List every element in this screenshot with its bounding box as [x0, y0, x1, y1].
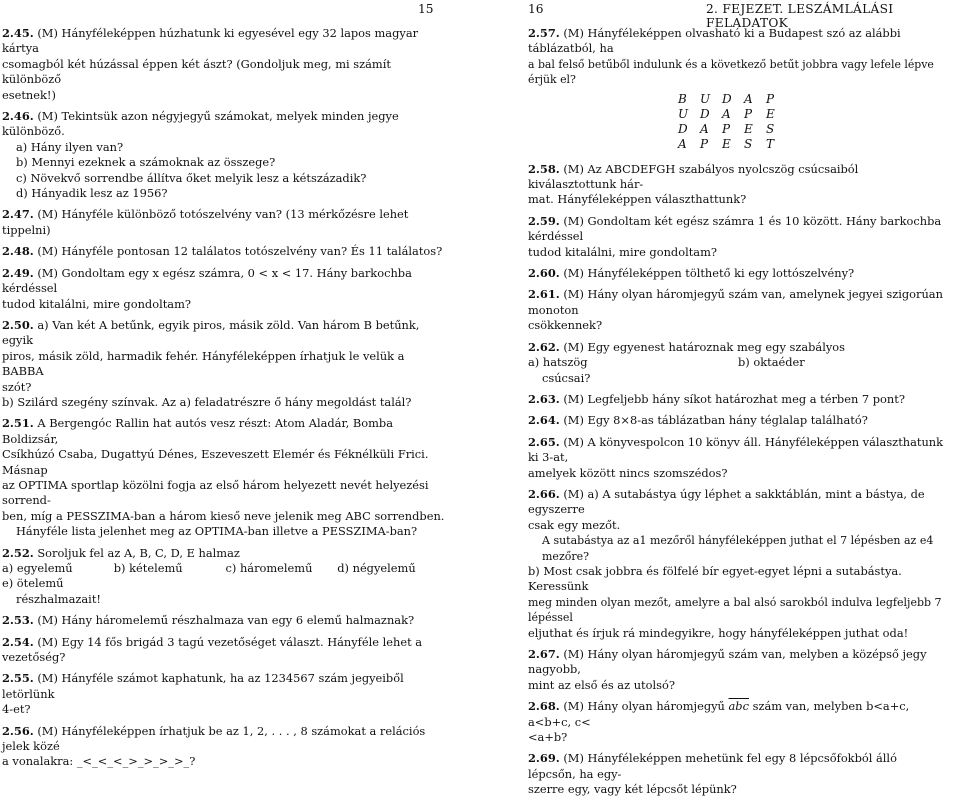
problem-text: csak egy mezőt. [528, 517, 621, 532]
problem-text: csökkennek? [528, 318, 603, 333]
problem-id: 2.61. [528, 287, 560, 302]
problem-2-53 [2, 613, 449, 628]
option: b) oktaéder [738, 355, 805, 370]
problem-text: (M) Hány háromelemű részhalmaza van egy 6 elemű halmaznak? [37, 613, 415, 628]
option: c) háromelemű [225, 561, 313, 575]
problem-2-56 [2, 724, 449, 770]
problem-text: (M) Egy 8×8-as táblázatban hány téglalap található? [563, 413, 868, 428]
grid-letter: A [678, 136, 687, 151]
problem-text: (M) Hányféleképpen olvasható ki a Budapest szó az alábbi táblázatból, ha [528, 26, 901, 56]
problem-id: 2.68. [528, 699, 560, 714]
problem-text: mint az első és az utolsó? [528, 677, 675, 692]
problem-2-61 [528, 287, 948, 333]
problem-text: Csíkhúzó Csaba, Dugattyú Dénes, Eszeveszett Elemér és Féknélküli Frici. Másnap [2, 447, 429, 477]
option-row [528, 355, 948, 370]
problem-id: 2.53. [2, 613, 34, 628]
option: b) kételemű [113, 561, 183, 575]
right-column [528, 26, 948, 798]
problem-text: A Bergengóc Rallin hat autós vesz részt: Atom Aladár, Bomba Boldizsár, [2, 416, 394, 446]
problem-text: a vonalakra: _<_<_<_>_>_>_>_? [2, 754, 196, 769]
problem-text: az OPTIMA sportlap közölni fogja az első három helyezett nevét helyezési sorrend- [2, 477, 429, 508]
grid-letter: S [744, 136, 753, 151]
grid-letter: D [678, 121, 688, 136]
problem-id: 2.59. [528, 213, 560, 228]
problem-text: (M) Hányféle pontosan 12 találatos totószelvény van? És 11 találatos? [37, 244, 443, 259]
problem-id: 2.69. [528, 751, 560, 766]
problem-text: esetnek!) [2, 87, 56, 102]
problem-id: 2.55. [2, 671, 34, 686]
chapter-title: 2. FEJEZET. LESZÁMLÁLÁSI FELADATOK [706, 2, 894, 30]
option: a) egyelemű [2, 561, 73, 575]
problem-text: Hányféle lista jelenhet meg az OPTIMA-ban illetve a PESSZIMA-ban? [16, 524, 418, 539]
problem-id: 2.57. [528, 26, 560, 40]
letter-grid [678, 92, 948, 152]
problem-id: 2.54. [2, 634, 34, 649]
option: e) ötelemű [2, 576, 64, 591]
problem-2-50 [2, 318, 449, 410]
page-number-left: 15 [418, 2, 434, 16]
problem-2-57 [528, 26, 948, 152]
problem-text: csomagból két húzással éppen két ászt? (Gondoljuk meg, mi számít különböző [2, 56, 391, 87]
problem-id: 2.47. [2, 207, 34, 222]
grid-letter: E [722, 136, 731, 151]
problem-text: (M) Hányféleképpen húzhatunk ki egyesével egy 32 lapos magyar kártya [2, 26, 419, 56]
right-page [479, 0, 959, 797]
problem-text: (M) Hányféle számot kaphatunk, ha az 1234567 szám jegyeiből letörlünk [2, 671, 404, 701]
problem-id: 2.45. [2, 26, 34, 40]
problem-2-58 [528, 162, 948, 208]
grid-letter: A [722, 106, 731, 121]
grid-letter: P [744, 106, 753, 121]
problem-2-55 [2, 671, 449, 717]
problem-text: (M) Tekintsük azon négyjegyű számokat, melyek minden jegye különböző. [2, 109, 399, 139]
problem-2-67 [528, 647, 948, 693]
problem-text: (M) Egy egyenest határoznak meg egy szabályos [563, 339, 846, 354]
problem-text: A sutabástya az a1 mezőről hányféleképpen juthat el 7 lépésben az e4 mezőre? [542, 534, 934, 563]
problem-text: 4-et? [2, 702, 31, 717]
problem-text: szerre egy, vagy két lépcsőt lépünk? [528, 782, 737, 797]
grid-letter: E [766, 106, 775, 121]
problem-text: (M) Legfeljebb hány síkot határozhat meg a térben 7 pont? [563, 391, 905, 406]
page-number-right: 16 [528, 2, 544, 16]
grid-letter: U [700, 91, 711, 106]
problem-id: 2.48. [2, 244, 34, 259]
problem-id: 2.52. [2, 545, 34, 560]
problem-text: amelyek között nincs szomszédos? [528, 465, 728, 480]
problem-part: c) Növekvő sorrendbe állítva őket melyik lesz a kétszázadik? [16, 170, 367, 185]
problem-text: a) Van két A betűnk, egyik piros, másik zöld. Van három B betűnk, egyik [2, 317, 420, 348]
problem-2-63 [528, 392, 948, 407]
problem-2-51 [2, 416, 449, 539]
grid-letter: S [766, 121, 775, 136]
problem-2-69 [528, 751, 948, 797]
option: d) négyelemű [337, 561, 416, 575]
problem-part: b) Mennyi ezeknek a számoknak az összege? [16, 155, 276, 170]
problem-text: részhalmazait! [16, 591, 101, 606]
problem-text: eljuthat és írjuk rá mindegyikre, hogy hányféleképpen juthat oda! [528, 625, 909, 640]
grid-letter: P [722, 121, 731, 136]
grid-letter: D [722, 91, 732, 106]
problem-text: szám van, melyben b<a+c, a<b+c, c< [528, 699, 910, 729]
problem-2-64 [528, 413, 948, 428]
problem-id: 2.49. [2, 265, 34, 280]
problem-2-62 [528, 340, 948, 386]
left-page [0, 0, 479, 769]
problem-2-46 [2, 109, 449, 201]
problem-text: tudod kitalálni, mire gondoltam? [2, 296, 191, 311]
problem-id: 2.60. [528, 266, 560, 281]
overlined-number: $\overline{abc}$ [728, 699, 749, 714]
grid-letter: A [744, 91, 753, 106]
problem-2-60 [528, 266, 948, 281]
problem-id: 2.63. [528, 391, 560, 406]
problem-2-68 [528, 699, 948, 745]
problem-2-65 [528, 435, 948, 481]
problem-2-54 [2, 635, 449, 666]
problem-text: b) Szilárd szegény színvak. Az a) feladatrészre ő hány megoldást talál? [2, 394, 412, 409]
problem-2-49 [2, 266, 449, 312]
problem-text: meg minden olyan mezőt, amelyre a bal alsó sarokból indulva legfeljebb 7 lépéssel [528, 595, 942, 625]
problem-id: 2.67. [528, 647, 560, 661]
problem-id: 2.46. [2, 109, 34, 124]
grid-letter: E [744, 121, 753, 136]
problem-text: ben, míg a PESSZIMA-ban a három kieső neve jelenik meg ABC sorrendben. [2, 508, 445, 523]
grid-letter: T [766, 136, 775, 151]
problem-text: (M) Hányféle különböző totószelvény van? (13 mérkőzésre lehet tippelni) [2, 207, 409, 237]
option-row [2, 561, 449, 576]
problem-text: (M) Gondoltam egy x egész számra, 0 < x < 17. Hány barkochba kérdéssel [2, 265, 412, 296]
problem-text: (M) Hány olyan háromjegyű szám van, amelynek jegyei szigorúan monoton [528, 287, 943, 317]
problem-text: szót? [2, 379, 32, 394]
problem-text: piros, másik zöld, harmadik fehér. Hányféleképpen írhatjuk le velük a BABBA [2, 348, 405, 379]
problem-id: 2.62. [528, 339, 560, 354]
problem-text: (M) a) A sutabástya úgy léphet a sakktáblán, mint a bástya, de egyszerre [528, 486, 925, 517]
problem-2-48 [2, 244, 449, 259]
problem-text: (M) Az ABCDEFGH szabályos nyolcszög csúcsaiból kiválasztottunk hár- [528, 161, 859, 192]
problem-id: 2.50. [2, 317, 34, 332]
problem-part: a) Hány ilyen van? [16, 139, 124, 154]
problem-text: (M) A könyvespolcon 10 könyv áll. Hányféleképpen választhatunk ki 3-at, [528, 434, 944, 465]
problem-text: (M) Gondoltam két egész számra 1 és 10 között. Hány barkochba kérdéssel [528, 213, 942, 244]
option: a) hatszög [528, 355, 588, 370]
problem-id: 2.58. [528, 161, 560, 176]
grid-letter: D [700, 106, 710, 121]
grid-letter: U [678, 106, 689, 121]
problem-2-52 [2, 546, 449, 608]
problem-text: (M) Hány olyan háromjegyű [563, 699, 725, 714]
problem-text: (M) Hányféleképpen mehetünk fel egy 8 lépcsőfokból álló lépcsőn, ha egy- [528, 751, 897, 781]
problem-id: 2.51. [2, 416, 34, 431]
problem-text: Soroljuk fel az A, B, C, D, E halmaz [37, 545, 240, 560]
problem-text: csúcsai? [542, 370, 591, 385]
problem-text: (M) Hány olyan háromjegyű szám van, melyben a középső jegy nagyobb, [528, 647, 927, 677]
problem-id: 2.66. [528, 486, 560, 501]
problem-id: 2.65. [528, 434, 560, 449]
grid-letter: P [766, 91, 775, 106]
grid-letter: A [700, 121, 709, 136]
problem-text: a bal felső betűből indulunk és a következő betűt jobbra vagy lefele lépve érjük el? [528, 57, 934, 87]
problem-2-47 [2, 207, 449, 238]
problem-part: d) Hányadik lesz az 1956? [16, 186, 168, 201]
problem-text: b) Most csak jobbra és fölfelé bír egyet-egyet lépni a sutabástya. Keressünk [528, 563, 902, 594]
problem-text: (M) Hányféleképpen tölthető ki egy lottószelvény? [563, 266, 855, 281]
grid-letter: P [700, 136, 709, 151]
problem-text: (M) Hányféleképpen írhatjuk be az 1, 2, . . . , 8 számokat a relációs jelek közé [2, 723, 426, 754]
problem-id: 2.64. [528, 413, 560, 428]
problem-2-59 [528, 214, 948, 260]
left-column [2, 26, 449, 770]
problem-2-66 [528, 487, 948, 641]
problem-text: (M) Egy 14 fős brigád 3 tagú vezetőséget választ. Hányféle lehet a vezetőség? [2, 634, 423, 665]
problem-2-45 [2, 26, 449, 103]
grid-letter: B [678, 91, 687, 106]
problem-text: tudod kitalálni, mire gondoltam? [528, 244, 717, 259]
problem-id: 2.56. [2, 723, 34, 738]
problem-text: <a+b? [528, 730, 568, 745]
problem-text: mat. Hányféleképpen választhattunk? [528, 192, 747, 207]
